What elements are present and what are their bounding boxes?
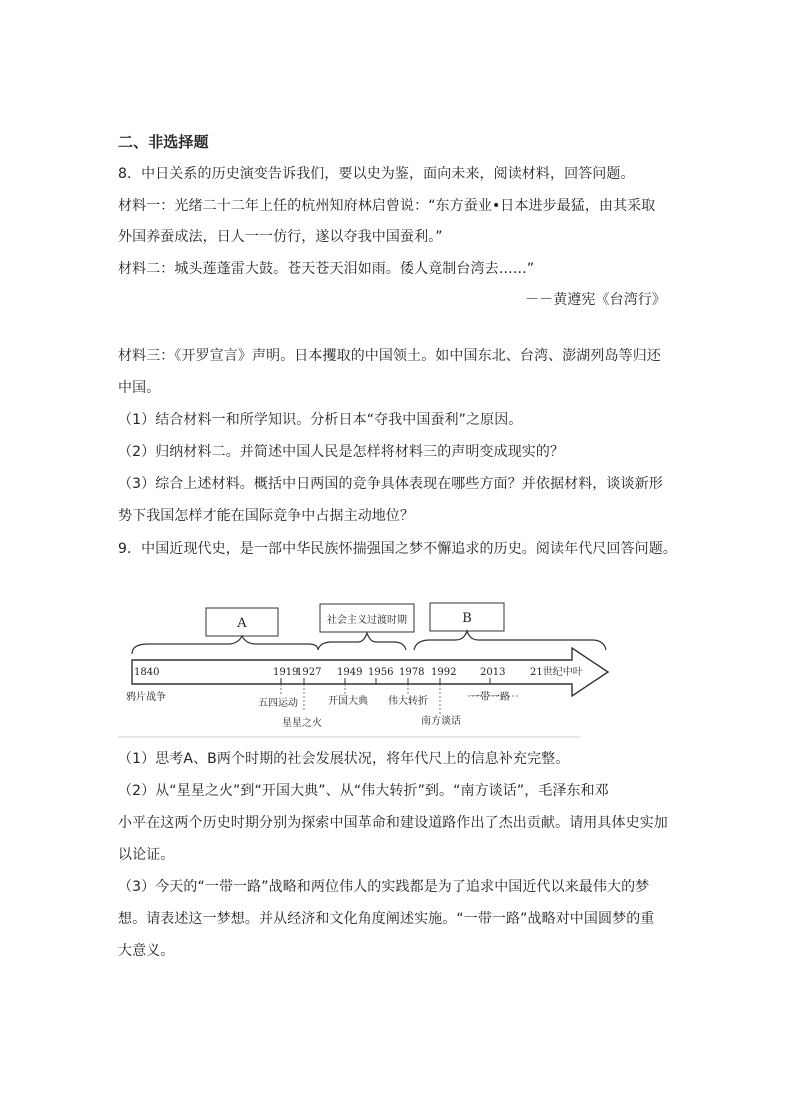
q8-material2-source: －－黄遵宪《台湾行》 — [525, 292, 666, 308]
q8-sub3-line2: 势下我国怎样才能在国际竞争中占据主动地位？ — [118, 508, 415, 524]
brace-b — [414, 631, 606, 650]
q9-sub3-line1: （3）今天的“一带一路”战略和两位伟人的实践都是为了追求中国近代以来最伟大的梦 — [118, 879, 650, 895]
event-opium-war: 鸦片战争 — [126, 692, 166, 703]
year-1919: 1919 — [273, 667, 299, 678]
year-1956: 1956 — [368, 667, 394, 678]
year-mid-21st-century: 21世纪中叶 — [530, 667, 583, 678]
event-great-turning: 伟大转折 — [388, 696, 428, 707]
year-1949: 1949 — [337, 667, 363, 678]
event-founding-ceremony: 开国大典 — [328, 696, 368, 707]
q8-stem: 8．中日关系的历史演变告诉我们，要以史为鉴，面向未来，阅读材料，回答问题。 — [118, 166, 635, 182]
q9-sub1: （1）思考A、B两个时期的社会发展状况，将年代尺上的信息补充完整。 — [118, 751, 570, 767]
year-2013: 2013 — [480, 667, 506, 678]
q9-sub3-line2: 想。请表述这一梦想。并从经济和文化角度阐述实施。“一带一路”战略对中国圆梦的重 — [118, 911, 655, 927]
q9-sub2-line3: 以论证。 — [118, 847, 175, 863]
brace-transition — [318, 633, 406, 650]
q8-sub1: （1）结合材料一和所学知识。分析日本“夺我中国蚕利”之原因。 — [118, 412, 523, 428]
box-a-label: A — [237, 616, 247, 631]
q9-sub3-line3: 大意义。 — [118, 943, 175, 959]
box-b-label: B — [462, 611, 472, 626]
q8-material1-line1: 材料一：光绪二十二年上任的杭州知府林启曾说：“东方蚕业•日本进步最猛，由其采取 — [118, 198, 656, 214]
event-belt-and-road: 一带一路 — [470, 692, 510, 703]
q8-material3-line1: 材料三：《开罗宣言》声明。日本攫取的中国领土。如中国东北、台湾、澎湖列岛等归还 — [118, 348, 661, 364]
year-1840: 1840 — [134, 667, 160, 678]
event-may-fourth: 五四运动 — [258, 698, 298, 709]
event-single-spark: 星星之火 — [282, 718, 322, 729]
box-transition-label: 社会主义过渡时期 — [327, 615, 407, 626]
q8-material2-line1: 材料二：城头莲蓬雷大鼓。苍天苍天泪如雨。倭人竟制台湾去……” — [118, 261, 535, 277]
q9-stem: 9．中国近现代史，是一部中华民族怀揣强国之梦不懈追求的历史。阅读年代尺回答问题。 — [118, 541, 677, 557]
q9-sub2-line1: （2）从“星星之火”到“开国大典”、从“伟大转折”到。“南方谈话”，毛泽东和邓 — [118, 783, 609, 799]
year-1978: 1978 — [399, 667, 425, 678]
year-1992: 1992 — [431, 667, 457, 678]
brace-a — [132, 636, 318, 654]
q8-material1-line2: 外国养蚕成法，日人一一仿行，遂以夺我中国蚕利。” — [118, 229, 443, 245]
q8-material3-line2: 中国。 — [118, 380, 161, 396]
event-southern-talks: 南方谈话 — [421, 716, 461, 727]
timeline-figure — [118, 598, 614, 738]
section-title: 二、非选择题 — [118, 133, 209, 151]
q9-sub2-line2: 小平在这两个历史时期分别为探索中国革命和建设道路作出了杰出贡献。请用具体史实加 — [118, 815, 668, 831]
year-1927: 1927 — [296, 667, 322, 678]
q8-sub2: （2）归纳材料二。并简述中国人民是怎样将材料三的声明变成现实的？ — [118, 444, 565, 460]
q8-sub3-line1: （3）综合上述材料。概括中日两国的竞争具体表现在哪些方面？并依据材料，谈谈新形 — [118, 476, 663, 492]
